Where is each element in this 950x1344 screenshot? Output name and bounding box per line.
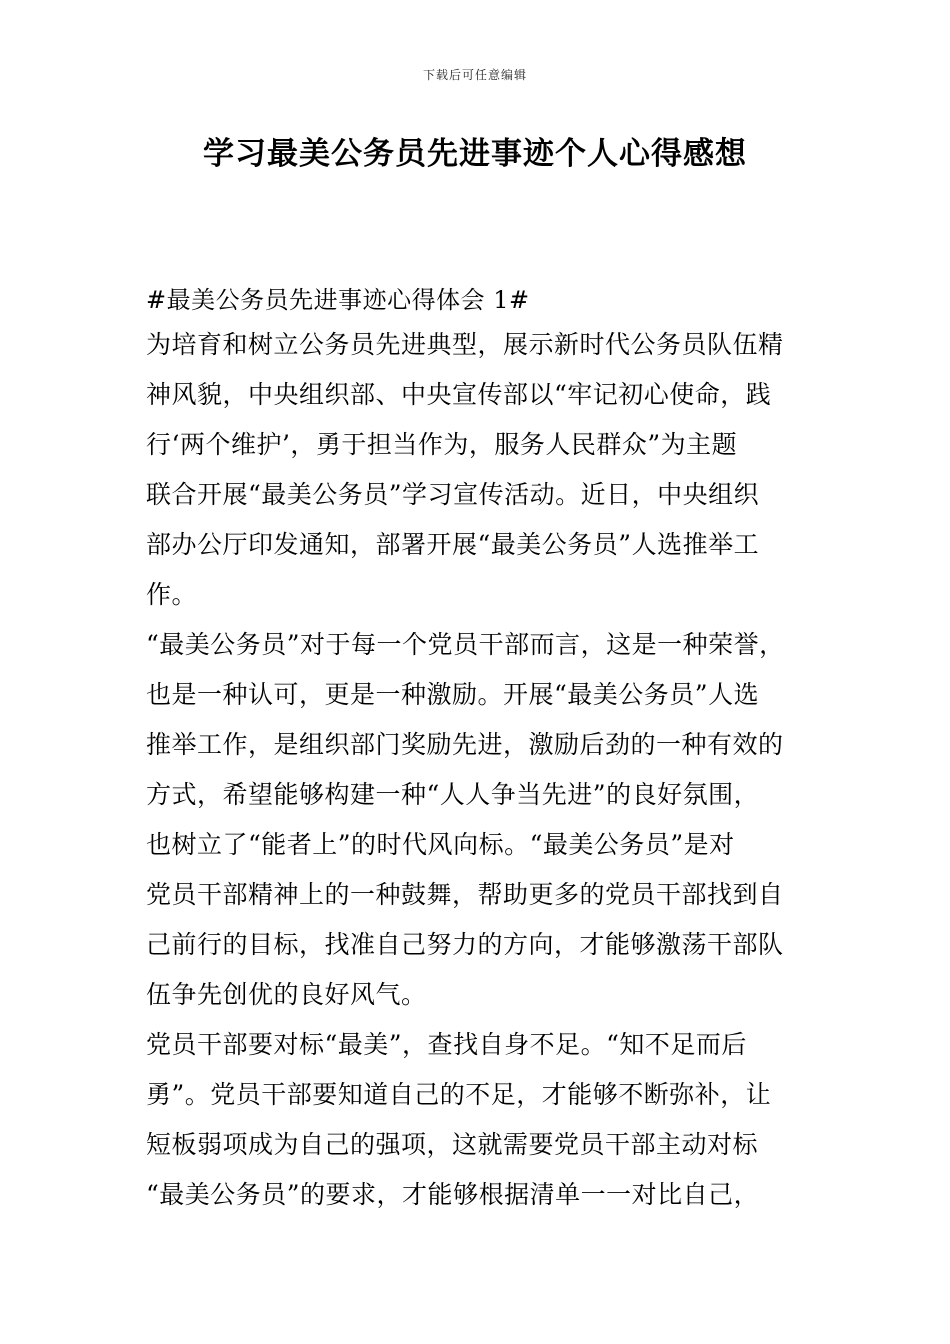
text-line: 己前行的目标，找准自己努力的方向，才能够激荡干部队	[146, 930, 784, 959]
text-line: “最美公务员”的要求，才能够根据清单一一对比自己，	[146, 1180, 760, 1209]
text-line: 神风貌，中央组织部、中央宣传部以“牢记初心使命，践	[146, 380, 772, 409]
text-line: 方式，希望能够构建一种“人人争当先进”的良好氛围，	[146, 780, 760, 809]
text-line: 推举工作，是组织部门奖励先进，激励后劲的一种有效的	[146, 730, 784, 759]
text-line: 为培育和树立公务员先进典型，展示新时代公务员队伍精	[146, 330, 784, 359]
document-body	[146, 280, 826, 1220]
section-heading: #最美公务员先进事迹心得体会 1#	[146, 286, 530, 314]
text-line: 作。	[146, 580, 198, 609]
text-line: 党员干部要对标“最美”，查找自身不足。“知不足而后	[146, 1030, 747, 1059]
header-note: 下载后可任意编辑	[422, 68, 527, 82]
document-title: 学习最美公务员先进事迹个人心得感想	[203, 136, 747, 172]
text-line: 党员干部精神上的一种鼓舞，帮助更多的党员干部找到自	[146, 880, 784, 909]
text-line: 勇”。党员干部要知道自己的不足，才能够不断弥补，让	[146, 1080, 772, 1109]
text-line: 也树立了“能者上”的时代风向标。“最美公务员”是对	[146, 830, 735, 859]
text-line: 短板弱项成为自己的强项，这就需要党员干部主动对标	[146, 1130, 759, 1159]
text-line: 也是一种认可，更是一种激励。开展“最美公务员”人选	[146, 680, 760, 709]
text-line: “最美公务员”对于每一个党员干部而言，这是一种荣誉，	[146, 630, 785, 659]
text-line: 联合开展“最美公务员”学习宣传活动。近日，中央组织	[146, 480, 760, 509]
text-line: 部办公厅印发通知，部署开展“最美公务员”人选推举工	[146, 530, 760, 559]
text-line: 伍争先创优的良好风气。	[146, 980, 427, 1009]
text-line: 行‘两个维护’，勇于担当作为，服务人民群众”为主题	[146, 430, 738, 459]
